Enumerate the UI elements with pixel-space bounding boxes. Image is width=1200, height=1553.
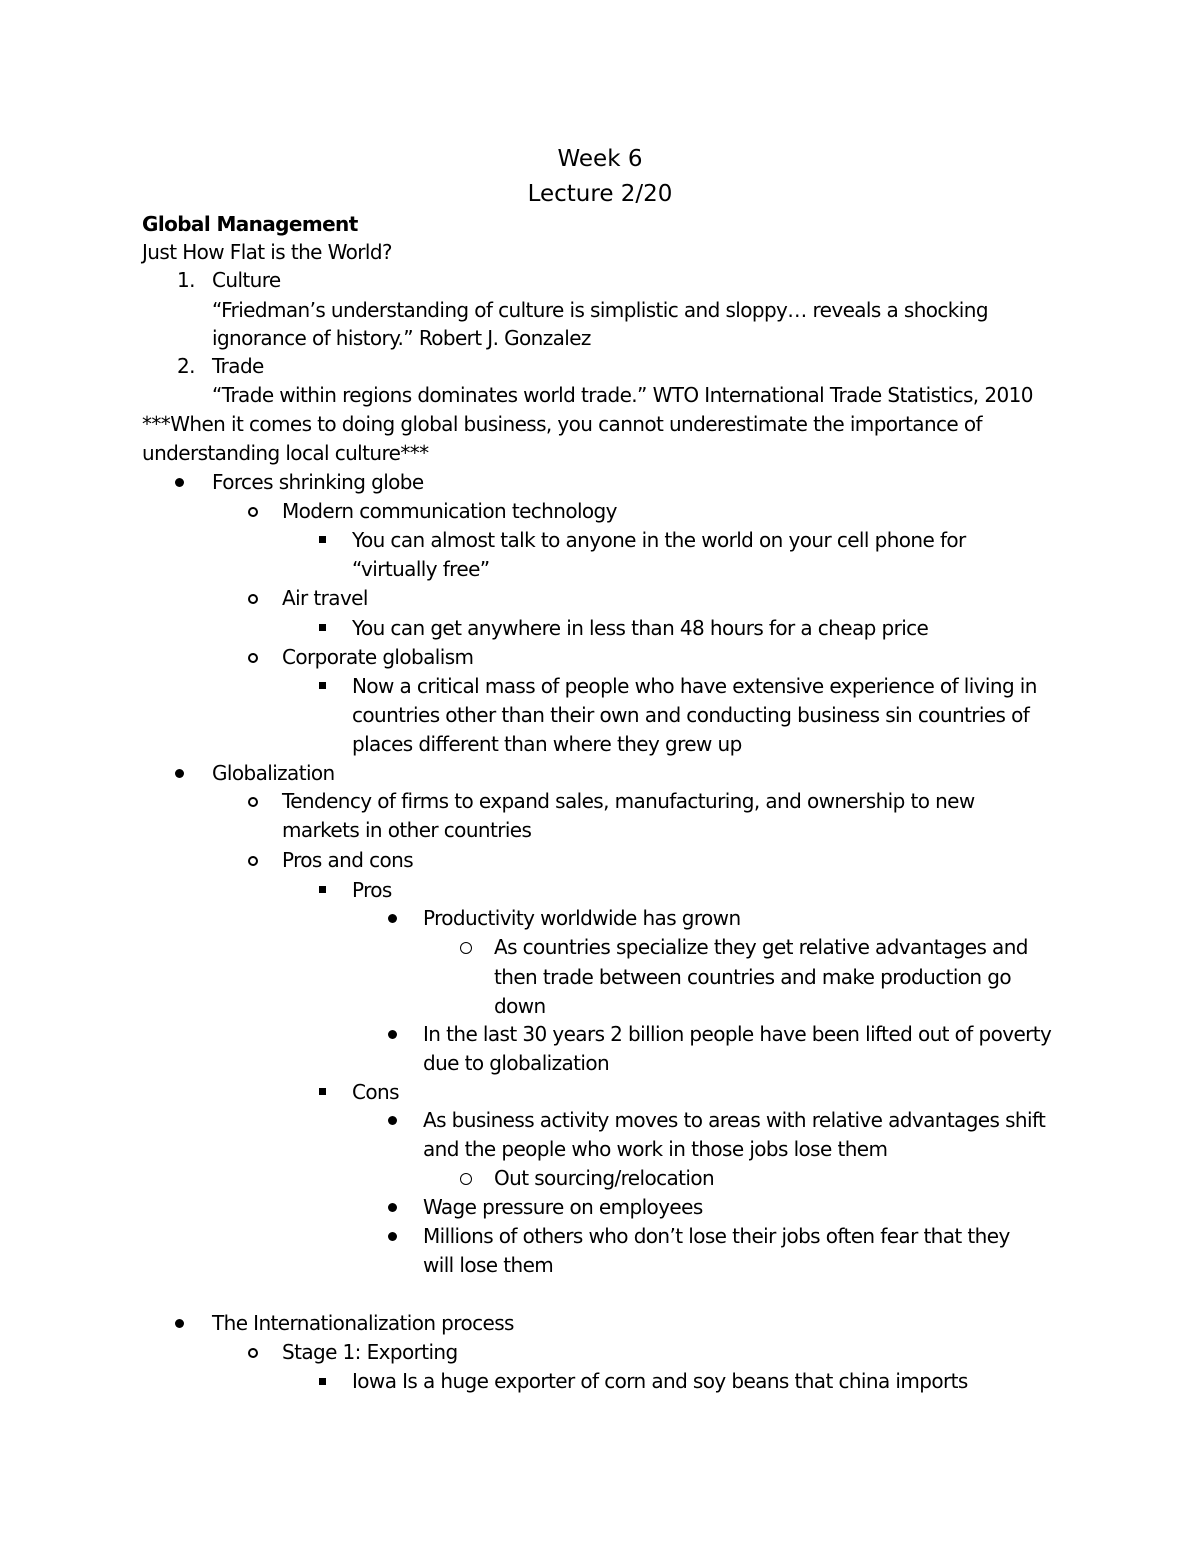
list-number: 2. xyxy=(177,354,195,378)
numbered-item-label: Trade xyxy=(212,354,264,378)
bullet-disc xyxy=(388,1116,397,1125)
bullet-square xyxy=(319,536,326,543)
bullet-text: Now a critical mass of people who have extensive experience of living in xyxy=(352,674,1037,698)
bullet-text: Productivity worldwide has grown xyxy=(423,906,741,930)
bullet-circle xyxy=(460,942,472,954)
bullet-text: then trade between countries and make production go xyxy=(494,965,1011,989)
lecture-heading: Lecture 2/20 xyxy=(527,181,673,207)
section-subtitle: Just How Flat is the World? xyxy=(142,240,392,264)
bullet-text: Corporate globalism xyxy=(282,645,474,669)
bullet-text: Forces shrinking globe xyxy=(212,470,424,494)
bullet-text: places different than where they grew up xyxy=(352,732,742,756)
bullet-text: Globalization xyxy=(212,761,335,785)
quote-line: “Friedman’s understanding of culture is simplistic and sloppy… reveals a shocking xyxy=(212,298,988,322)
bullet-disc xyxy=(388,1203,397,1212)
bullet-text: Pros xyxy=(352,878,392,902)
bullet-disc xyxy=(388,1232,397,1241)
bullet-text: Out sourcing/relocation xyxy=(494,1166,715,1190)
bullet-text: Modern communication technology xyxy=(282,499,617,523)
bullet-square xyxy=(319,1088,326,1095)
bullet-text: The Internationalization process xyxy=(212,1311,514,1335)
bullet-text: As countries specialize they get relative advantages and xyxy=(494,935,1028,959)
quote-line: “Trade within regions dominates world trade.” WTO International Trade Statistics, 2010 xyxy=(212,383,1033,407)
bullet-circle xyxy=(248,507,258,517)
bullet-text: Pros and cons xyxy=(282,848,414,872)
bullet-circle xyxy=(460,1173,472,1185)
bullet-text: markets in other countries xyxy=(282,818,532,842)
bullet-text: Stage 1: Exporting xyxy=(282,1340,458,1364)
bullet-text: In the last 30 years 2 billion people have been lifted out of poverty xyxy=(423,1022,1052,1046)
bullet-square xyxy=(319,624,326,631)
bullet-square xyxy=(319,886,326,893)
quote-line: ignorance of history.” Robert J. Gonzalez xyxy=(212,326,591,350)
bullet-text: down xyxy=(494,994,546,1018)
bullet-disc xyxy=(388,914,397,923)
bullet-text: countries other than their own and conducting business sin countries of xyxy=(352,703,1030,727)
emphasis-line: ***When it comes to doing global business, you cannot underestimate the importance of xyxy=(142,412,982,436)
bullet-text: Tendency of firms to expand sales, manufacturing, and ownership to new xyxy=(282,789,975,813)
bullet-text: and the people who work in those jobs lose them xyxy=(423,1137,888,1161)
bullet-text: will lose them xyxy=(423,1253,554,1277)
bullet-text: Air travel xyxy=(282,586,368,610)
bullet-text: You can get anywhere in less than 48 hours for a cheap price xyxy=(352,616,929,640)
bullet-text: Cons xyxy=(352,1080,399,1104)
numbered-item-label: Culture xyxy=(212,268,281,292)
bullet-circle xyxy=(248,797,258,807)
bullet-disc xyxy=(175,769,184,778)
emphasis-line: understanding local culture*** xyxy=(142,441,429,465)
bullet-text: Iowa Is a huge exporter of corn and soy beans that china imports xyxy=(352,1369,968,1393)
bullet-disc xyxy=(175,1319,184,1328)
bullet-text: Millions of others who don’t lose their jobs often fear that they xyxy=(423,1224,1010,1248)
bullet-disc xyxy=(175,478,184,487)
bullet-text: You can almost talk to anyone in the world on your cell phone for xyxy=(352,528,966,552)
bullet-square xyxy=(319,682,326,689)
bullet-text: “virtually free” xyxy=(352,557,490,581)
bullet-text: As business activity moves to areas with relative advantages shift xyxy=(423,1108,1046,1132)
bullet-circle xyxy=(248,856,258,866)
bullet-square xyxy=(319,1378,326,1385)
section-title: Global Management xyxy=(142,212,358,236)
bullet-circle xyxy=(248,594,258,604)
list-number: 1. xyxy=(177,268,195,292)
bullet-text: due to globalization xyxy=(423,1051,610,1075)
week-heading: Week 6 xyxy=(557,146,643,172)
bullet-circle xyxy=(248,1348,258,1358)
bullet-circle xyxy=(248,653,258,663)
bullet-disc xyxy=(388,1030,397,1039)
bullet-text: Wage pressure on employees xyxy=(423,1195,703,1219)
